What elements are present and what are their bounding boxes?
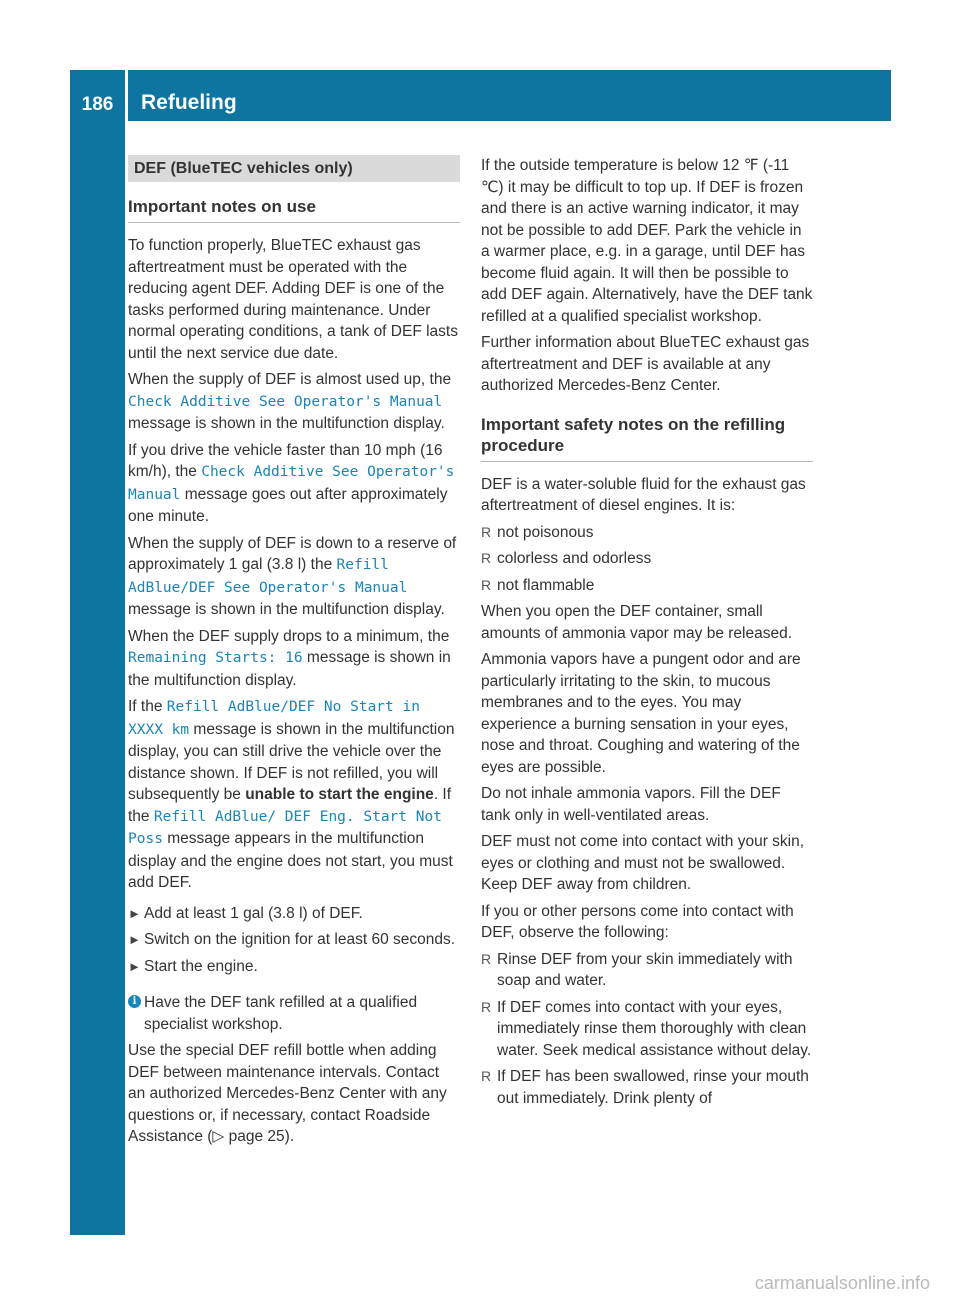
display-message: Refill AdBlue/DEF No Start in XXXX km (128, 699, 420, 738)
paragraph: When the supply of DEF is down to a reserve of approximately 1 gal (3.8 l) the Refill AdBlue/DEF See Operator's Manual message is shown in the multifunction display. (128, 534, 457, 618)
paragraph: When the supply of DEF is almost used up, the Check Additive See Operator's Manual message is shown in the multifunction display. (128, 371, 452, 432)
r-bullet-icon: R (481, 950, 492, 967)
watermark: carmanualsonline.info (754, 1273, 930, 1293)
triangle-right-icon: ► (128, 932, 141, 947)
header-divider (125, 70, 128, 121)
paragraph: Use the special DEF refill bottle when adding DEF between maintenance intervals. Contact an authorized Mercedes-Benz Center with any questions or, if necessary, contact Roadside Assistance (▷ page 25). (128, 1042, 447, 1145)
step-item: ► Switch on the ignition for at least 60 seconds. (128, 929, 460, 951)
paragraph: If you drive the vehicle faster than 10 mph (16 km/h), the Check Additive See Operator's Manual message goes out after approximately one minute. (128, 441, 455, 525)
right-column (481, 155, 813, 1114)
paragraph: DEF is a water-soluble fluid for the exhaust gas aftertreatment of diesel engines. It is: (481, 475, 806, 514)
display-message: Check Additive See Operator's Manual (128, 464, 455, 503)
r-bullet-icon: R (481, 550, 492, 566)
paragraph: To function properly, BlueTEC exhaust gas aftertreatment must be operated with the reducing agent DEF. Adding DEF is one of the tasks performed during maintenance. Under normal operating conditions, a tank of DEF lasts until the next service due date. (128, 237, 458, 362)
display-message: Check Additive See Operator's Manual (128, 393, 443, 410)
page-title: Refueling (141, 91, 237, 114)
list-item: R not poisonous (481, 522, 813, 544)
list-item: R Rinse DEF from your skin immediately with soap and water. (481, 950, 793, 989)
left-column (128, 155, 460, 1153)
list-item: R If DEF has been swallowed, rinse your mouth out immediately. Drink plenty of (481, 1068, 809, 1107)
info-note: i Have the DEF tank refilled at a qualified specialist workshop. (128, 992, 460, 1035)
subsection-heading: Important safety notes on the refilling procedure (481, 414, 813, 462)
paragraph: Ammonia vapors have a pungent odor and are particularly irritating to the skin, to mucous membranes and to the eyes. You may experience a burning sensation in your eyes, nose and throat. Coughing and watering of the eyes are possible. (481, 651, 801, 776)
step-item: ► Start the engine. (128, 956, 460, 978)
subsection-heading: Important notes on use (128, 196, 460, 223)
triangle-right-icon: ► (128, 905, 141, 921)
r-bullet-icon: R (481, 523, 492, 540)
triangle-right-icon: ► (128, 958, 141, 974)
paragraph: If the Refill AdBlue/DEF No Start in XXXX km message is shown in the multifunction display, you can still drive the vehicle over the distance shown. If DEF is not refilled, you will subsequently be unable to start the engine. If the Refill AdBlue/ DEF Eng. Start Not Poss message appears in the multifunction display and the engine does not start, you must add DEF. (128, 698, 455, 891)
list-item: R colorless and odorless (481, 548, 813, 570)
display-message: Refill AdBlue/DEF See Operator's Manual (128, 557, 408, 596)
paragraph: Do not inhale ammonia vapors. Fill the DEF tank only in well-ventilated areas. (481, 785, 781, 824)
paragraph: Further information about BlueTEC exhaust gas aftertreatment and DEF is available at any authorized Mercedes-Benz Center. (481, 334, 810, 394)
info-icon: i (128, 995, 141, 1008)
list-item: R If DEF comes into contact with your eyes, immediately rinse them thoroughly with clean water. Seek medical assistance without delay. (481, 998, 812, 1059)
side-label-container (78, 220, 118, 530)
bold-warning: unable to start the engine (245, 786, 434, 803)
paragraph: When you open the DEF container, small amounts of ammonia vapor may be released. (481, 603, 793, 642)
list-item: R not flammable (481, 575, 813, 597)
paragraph: DEF must not come into contact with your skin, eyes or clothing and must not be swallowed. Keep DEF away from children. (481, 833, 805, 893)
paragraph: If the outside temperature is below 12 ℉ (-11 ℃) it may be difficult to top up. If DEF is frozen and there is an active warning indicator, it may not be possible to add DEF. Park the vehicle in a warmer place, e.g. in a garage, until DEF has become fluid again. It will then be possible to add DEF again. Alternatively, have the DEF tank refilled at a qualified specialist workshop. (481, 157, 813, 325)
r-bullet-icon: R (481, 998, 492, 1015)
page-number: 186 (81, 94, 114, 115)
section-title: DEF (BlueTEC vehicles only) (128, 155, 460, 182)
step-item: ► Add at least 1 gal (3.8 l) of DEF. (128, 903, 460, 925)
paragraph: If you or other persons come into contact with DEF, observe the following: (481, 902, 794, 941)
display-message: Remaining Starts: 16 (128, 650, 303, 666)
r-bullet-icon: R (481, 576, 492, 593)
display-message: Refill AdBlue/ DEF Eng. Start Not Poss (128, 808, 442, 847)
r-bullet-icon: R (481, 1068, 492, 1084)
chapter-label: Driving and parking (85, 271, 110, 479)
paragraph: When the DEF supply drops to a minimum, the Remaining Starts: 16 message is shown in the multifunction display. (128, 627, 451, 689)
